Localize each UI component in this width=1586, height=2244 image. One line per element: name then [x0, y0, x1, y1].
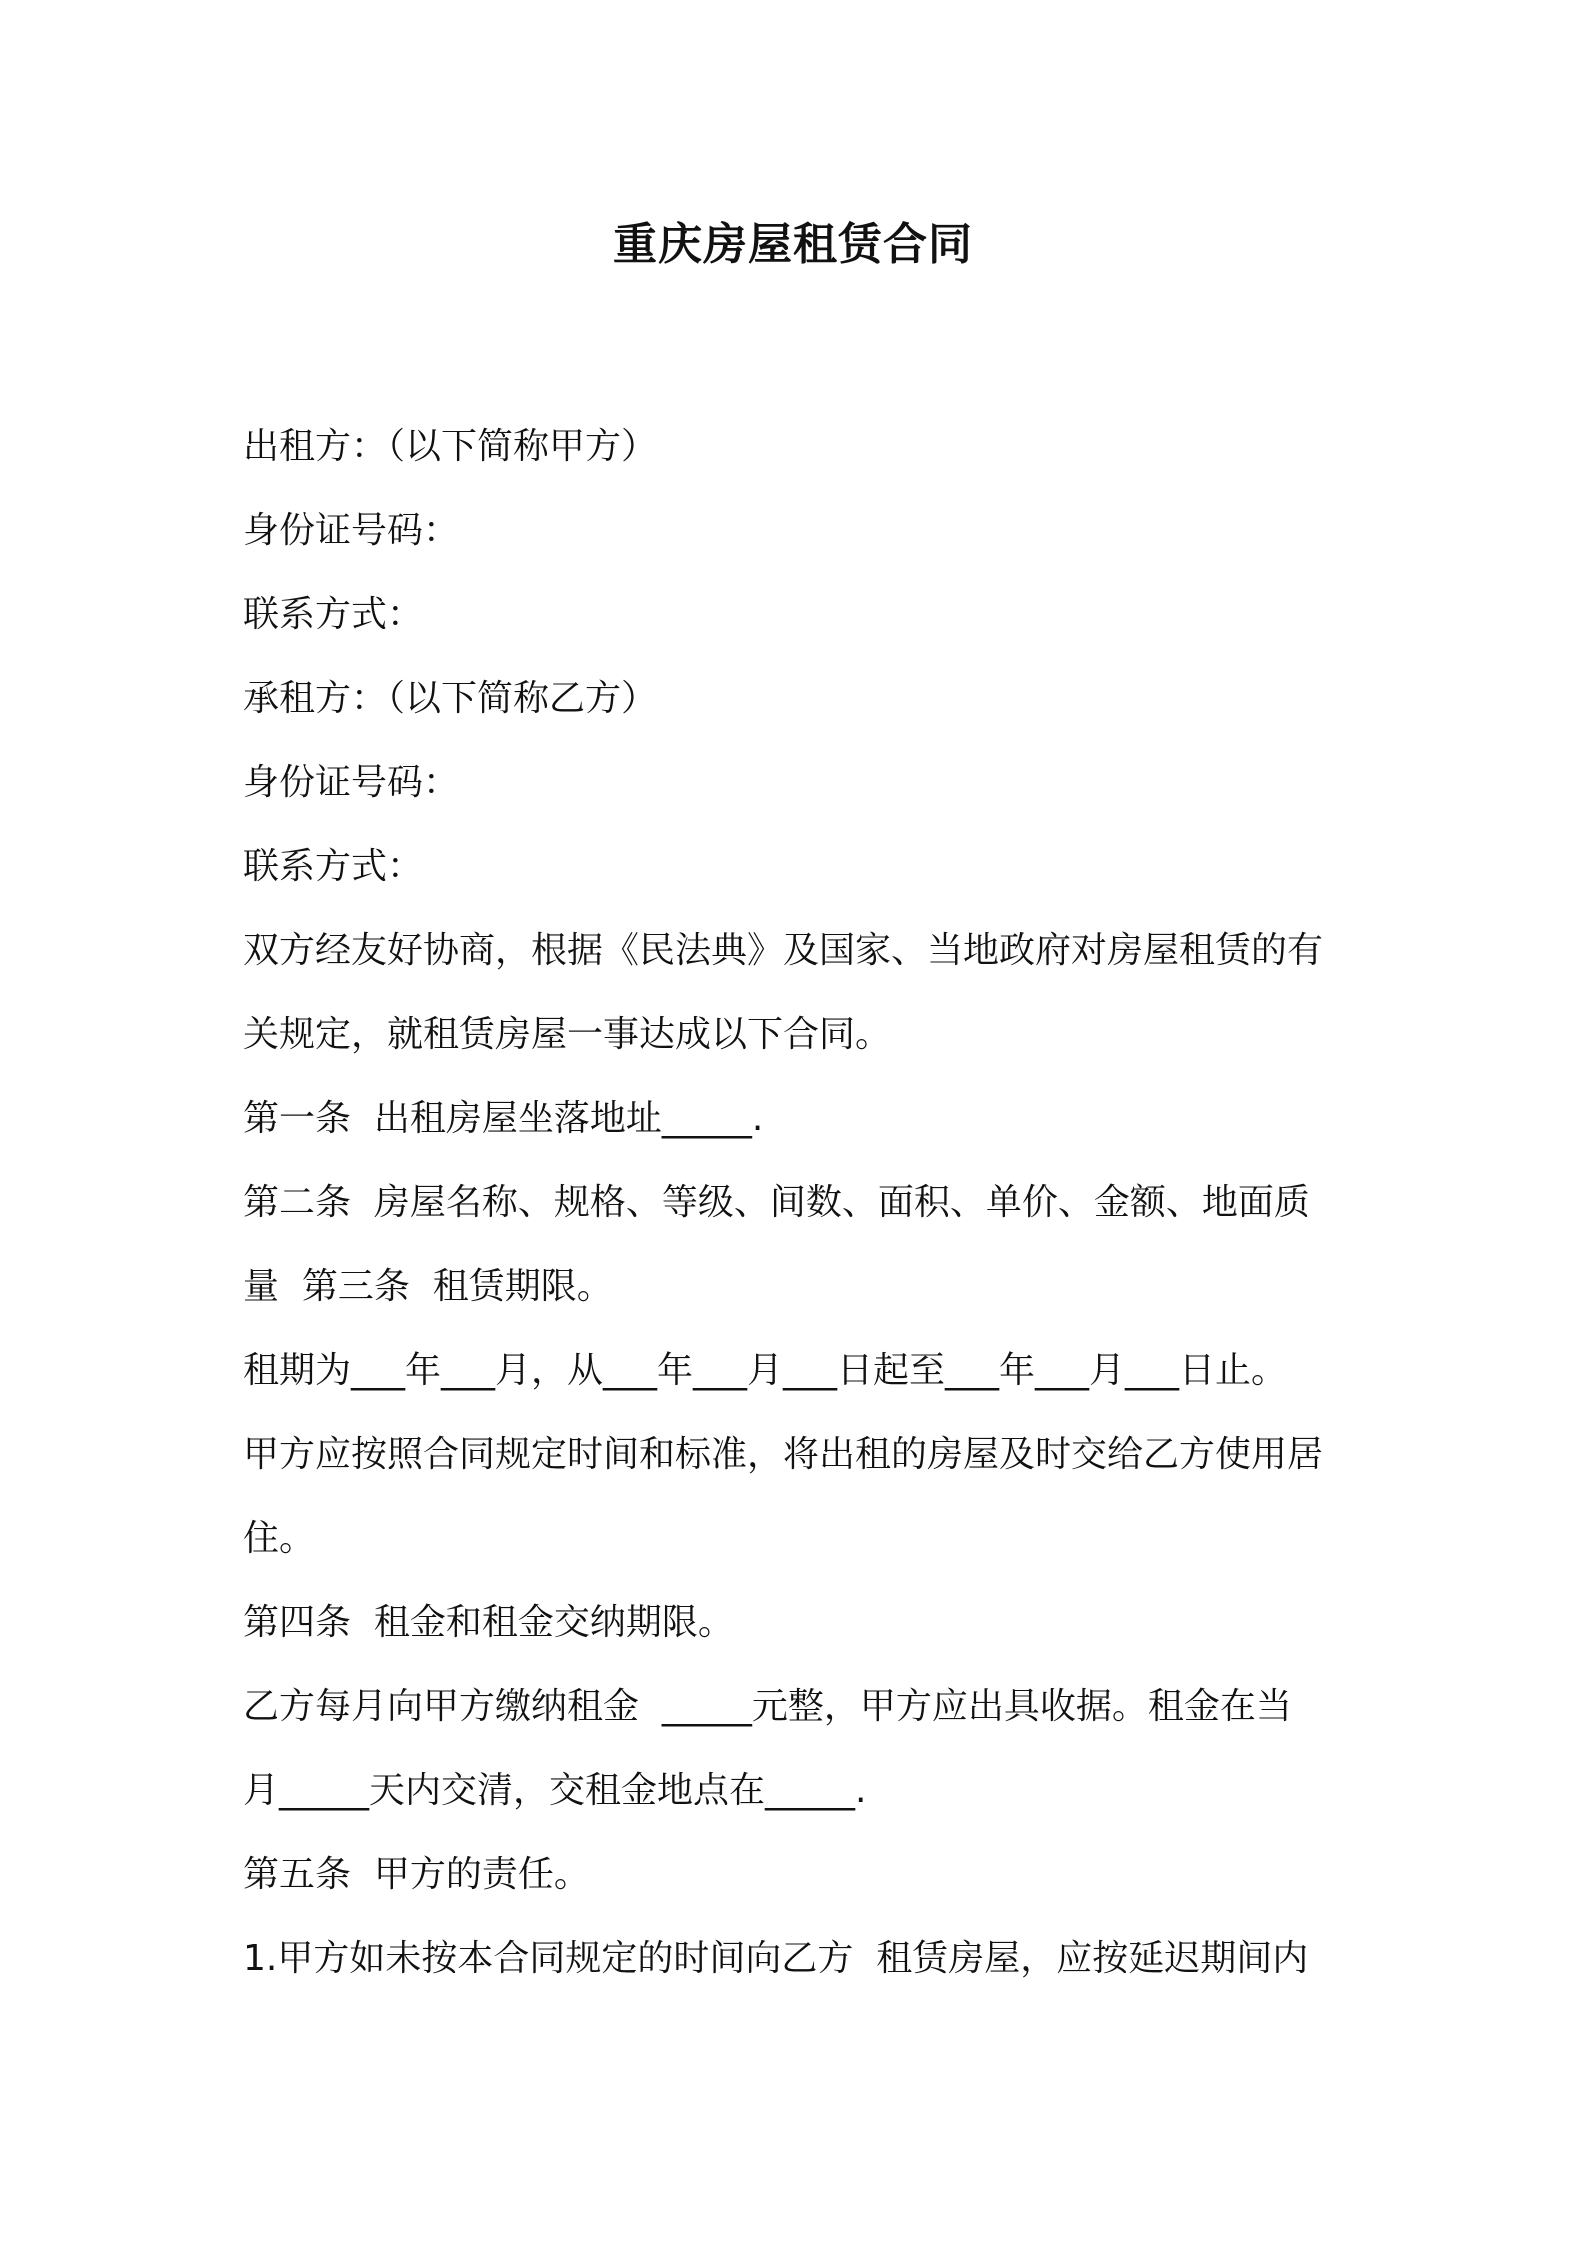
lessor-contact-line: 联系方式：	[243, 594, 424, 635]
article-2-3-line: 量 第三条 租赁期限。	[243, 1266, 613, 1307]
document-body	[243, 405, 1373, 2001]
article-5-item-1: 1.甲方如未按本合同规定的时间向乙方 租赁房屋，应按延迟期间内	[243, 1938, 1309, 1979]
article-2-line-1: 第二条 房屋名称、规格、等级、间数、面积、单价、金额、地面质	[243, 1182, 1310, 1223]
lessee-id-line: 身份证号码：	[243, 762, 460, 803]
delivery-line-2: 住。	[243, 1518, 316, 1559]
lease-term-line: 租期为___年___月，从___年___月___日起至___年___月___日止。	[243, 1350, 1288, 1391]
document-title: 重庆房屋租赁合同	[613, 219, 973, 270]
delivery-line-1: 甲方应按照合同规定时间和标准，将出租的房屋及时交给乙方使用居	[243, 1434, 1324, 1475]
lessee-line: 承租方：（以下简称乙方）	[243, 678, 658, 719]
lessor-id-line: 身份证号码：	[243, 510, 460, 551]
article-5-heading: 第五条 甲方的责任。	[243, 1854, 590, 1895]
lessee-contact-line: 联系方式：	[243, 846, 424, 887]
article-4-heading: 第四条 租金和租金交纳期限。	[243, 1602, 734, 1643]
lessor-line: 出租方：（以下简称甲方）	[243, 426, 658, 467]
rent-line-2: 月_____天内交清，交租金地点在_____.	[243, 1770, 867, 1811]
article-1-line: 第一条 出租房屋坐落地址_____.	[243, 1098, 764, 1139]
preamble-line-1: 双方经友好协商，根据《民法典》及国家、当地政府对房屋租赁的有	[243, 930, 1324, 971]
preamble-line-2: 关规定，就租赁房屋一事达成以下合同。	[243, 1014, 892, 1055]
rent-line-1: 乙方每月向甲方缴纳租金 _____元整，甲方应出具收据。租金在当	[243, 1686, 1292, 1727]
